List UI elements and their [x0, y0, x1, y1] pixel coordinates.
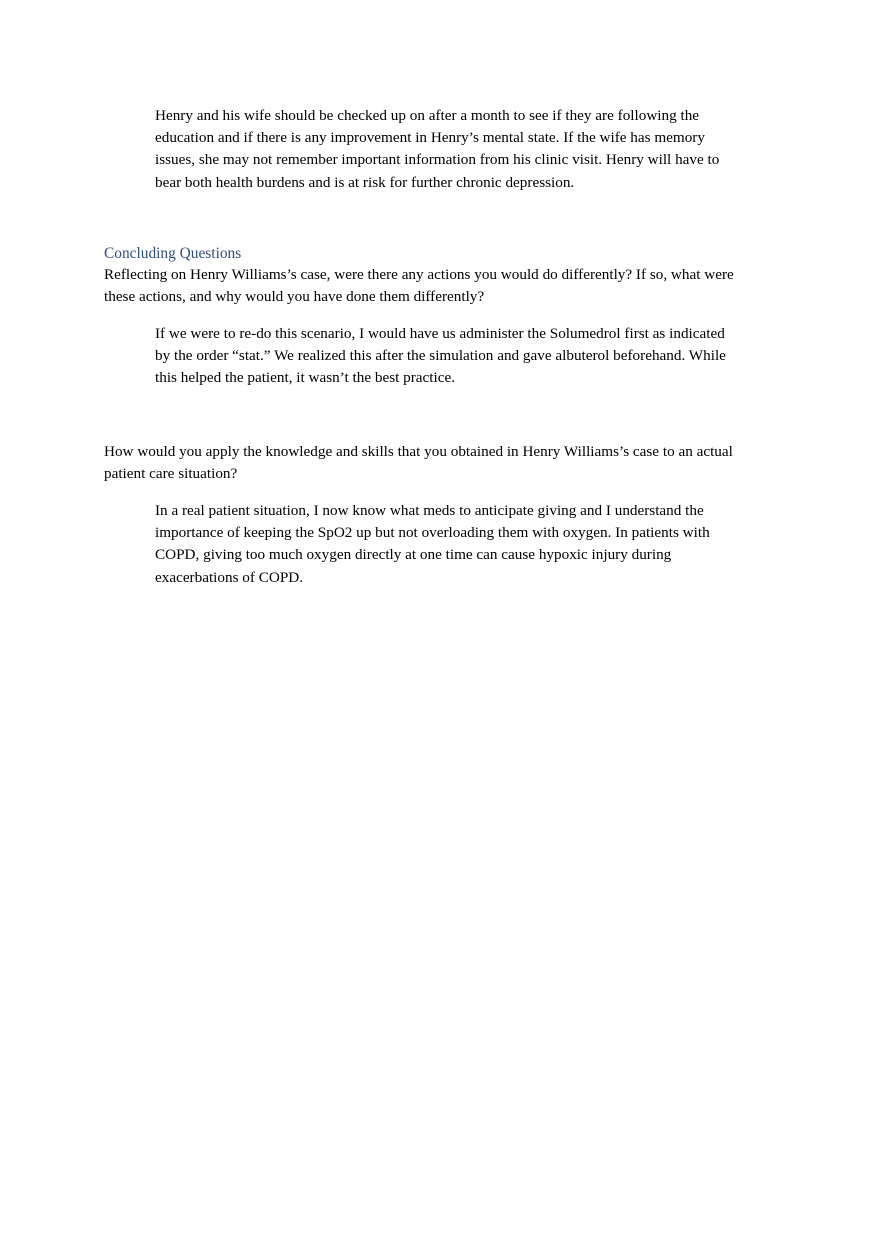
question-1	[104, 264, 768, 308]
text-line: Reflecting on Henry Williams’s case, were there any actions you would do differently? If so, what were	[104, 266, 734, 283]
text-line: bear both health burdens and is at risk for further chronic depression.	[155, 173, 575, 191]
question-2	[104, 441, 768, 485]
text-line: education and if there is any improvement in Henry’s mental state. If the wife has memory	[155, 129, 705, 147]
text-line: issues, she may not remember important information from his clinic visit. Henry will have to	[155, 151, 720, 169]
follow-up-paragraph	[155, 105, 765, 194]
text-line: this helped the patient, it wasn’t the best practice.	[155, 369, 456, 387]
text-line: by the order “stat.” We realized this after the simulation and gave albuterol beforehand. While	[155, 347, 726, 365]
text-line: importance of keeping the SpO2 up but not overloading them with oxygen. In patients with	[155, 524, 710, 542]
text-line: these actions, and why would you have done them differently?	[104, 288, 485, 306]
answer-2	[155, 500, 765, 589]
text-line: How would you apply the knowledge and skills that you obtained in Henry Williams’s case to an actual	[104, 443, 733, 460]
text-line: COPD, giving too much oxygen directly at one time can cause hypoxic injury during	[155, 546, 672, 564]
text-line: Henry and his wife should be checked up on after a month to see if they are following the	[155, 107, 700, 124]
text-line: If we were to re-do this scenario, I would have us administer the Solumedrol first as indicated	[155, 325, 725, 342]
text-line: In a real patient situation, I now know what meds to anticipate giving and I understand the	[155, 502, 704, 519]
concluding-questions-heading: Concluding Questions	[104, 245, 242, 262]
text-line: patient care situation?	[104, 465, 238, 483]
text-line: exacerbations of COPD.	[155, 568, 304, 586]
answer-1	[155, 323, 765, 390]
